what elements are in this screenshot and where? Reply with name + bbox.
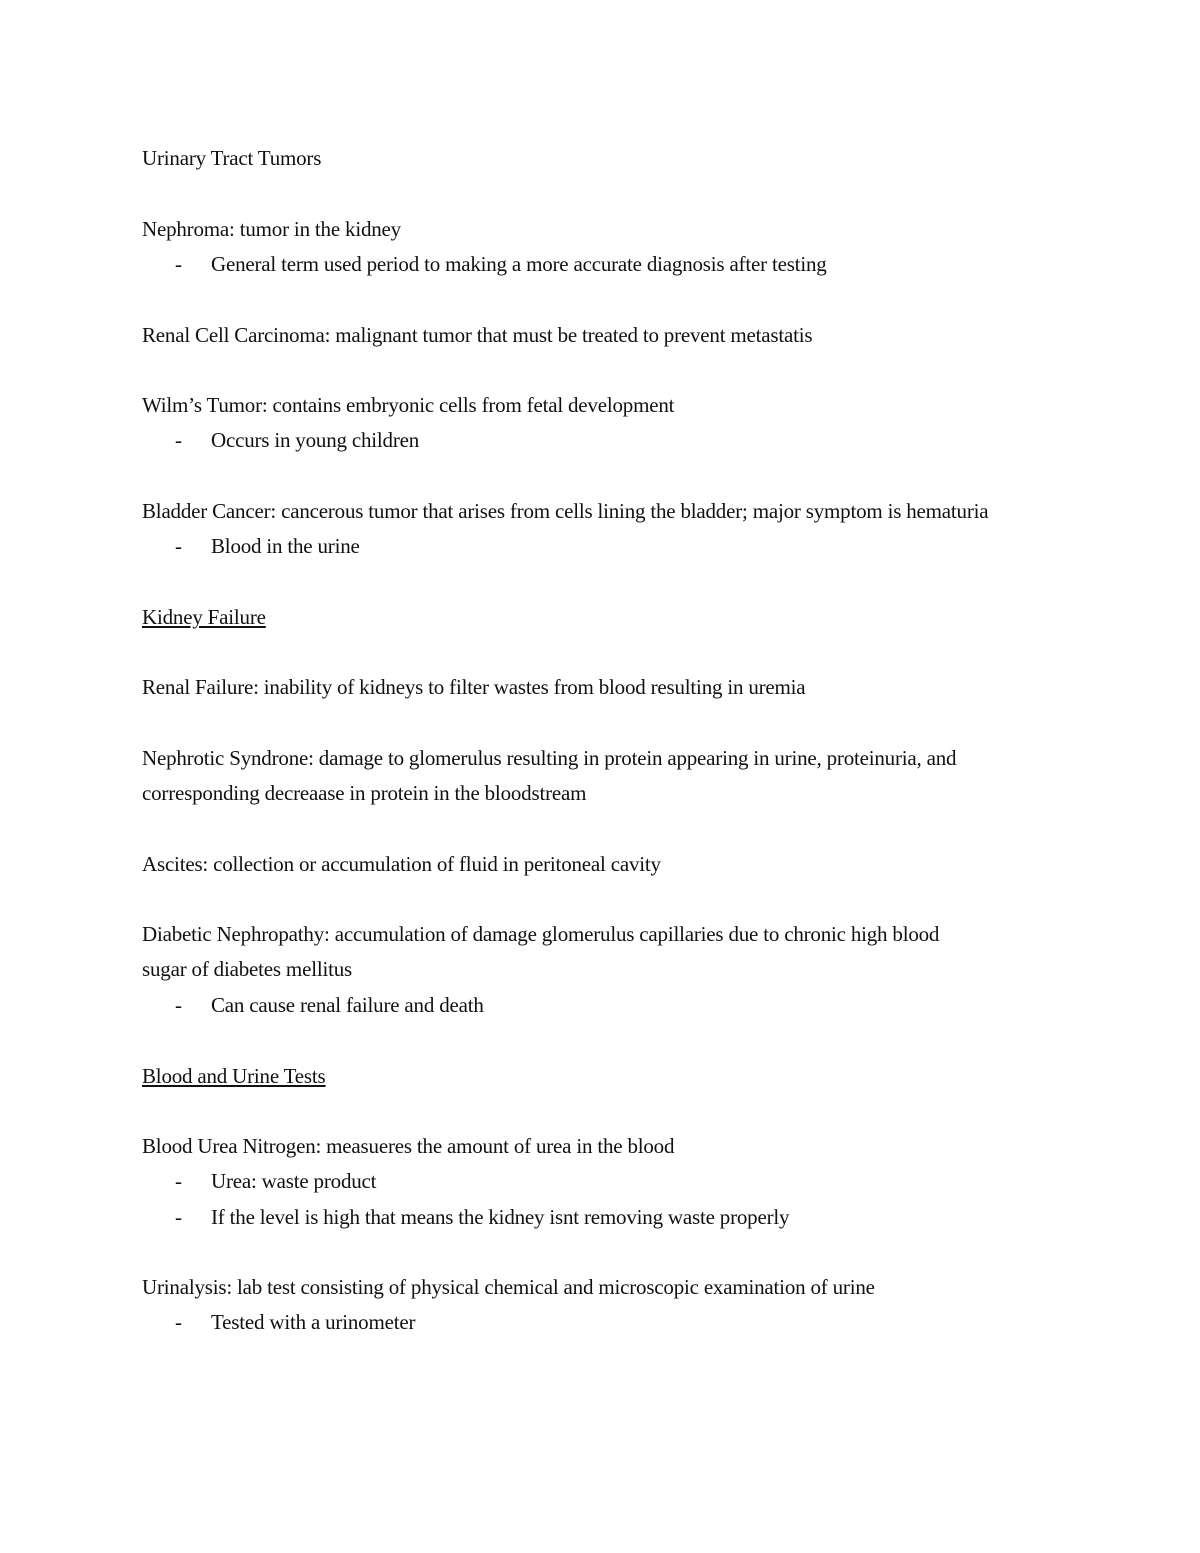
bullet-dash: - [175,1310,182,1334]
term-wilms-tumor: Wilm’s Tumor: contains embryonic cells from fetal development [142,393,675,417]
bullet-item [175,1168,376,1194]
term-blood-urea-nitrogen: Blood Urea Nitrogen: measueres the amount of urea in the blood [142,1134,675,1158]
bullet-item [175,1309,415,1335]
bullet-dash: - [175,993,182,1017]
bullet-text: Can cause renal failure and death [211,993,484,1017]
term-diabetic-nephropathy-line1: Diabetic Nephropathy: accumulation of damage glomerulus capillaries due to chronic high blood [142,922,940,946]
bullet-text: Blood in the urine [211,534,360,558]
bullet-text: Tested with a urinometer [211,1310,416,1334]
bullet-text: If the level is high that means the kidney isnt removing waste properly [211,1205,790,1229]
bullet-dash: - [175,1169,182,1193]
term-renal-cell-carcinoma: Renal Cell Carcinoma: malignant tumor that must be treated to prevent metastatis [142,323,813,347]
term-nephrotic-syndrome-line2: corresponding decreaase in protein in the bloodstream [142,781,587,805]
bullet-dash: - [175,252,182,276]
term-renal-failure: Renal Failure: inability of kidneys to filter wastes from blood resulting in uremia [142,675,806,699]
term-ascites: Ascites: collection or accumulation of fluid in peritoneal cavity [142,852,661,876]
bullet-dash: - [175,428,182,452]
term-bladder-cancer: Bladder Cancer: cancerous tumor that arises from cells lining the bladder; major symptom is hematuria [142,499,989,523]
bullet-text: General term used period to making a more accurate diagnosis after testing [211,252,827,276]
bullet-text: Urea: waste product [211,1169,377,1193]
bullet-item [175,1204,789,1230]
term-diabetic-nephropathy-line2: sugar of diabetes mellitus [142,957,352,981]
section-heading-blood-urine-tests: Blood and Urine Tests [142,1064,326,1088]
bullet-item [175,427,419,453]
term-urinalysis: Urinalysis: lab test consisting of physical chemical and microscopic examination of urine [142,1275,875,1299]
term-nephroma: Nephroma: tumor in the kidney [142,217,401,241]
bullet-item [175,533,360,559]
bullet-text: Occurs in young children [211,428,420,452]
bullet-dash: - [175,534,182,558]
document-title: Urinary Tract Tumors [142,146,322,170]
bullet-dash: - [175,1205,182,1229]
bullet-item [175,992,484,1018]
bullet-item [175,251,827,277]
section-heading-kidney-failure: Kidney Failure [142,605,266,629]
term-nephrotic-syndrome-line1: Nephrotic Syndrone: damage to glomerulus resulting in protein appearing in urine, proteinuria, and [142,746,957,770]
